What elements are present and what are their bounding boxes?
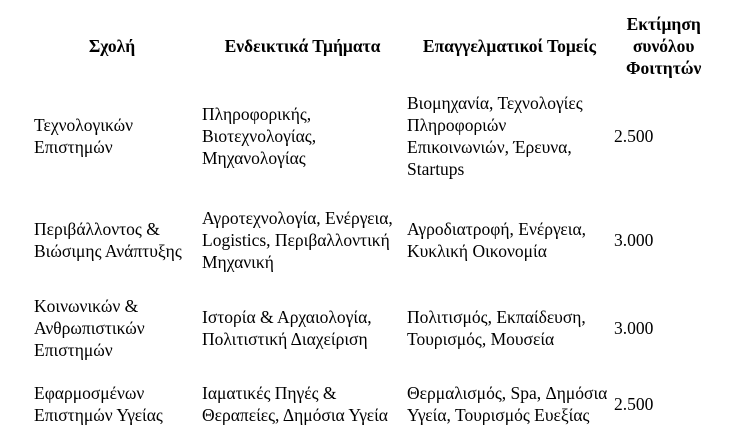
table-header-row: [24, 10, 703, 82]
cell-sectors: Αγροδιατροφή, Ενέργεια, Κυκλική Οικονομία: [407, 219, 587, 261]
table-row: [24, 366, 703, 442]
cell-departments: Ιστορία & Αρχαιολογία, Πολιτιστική Διαχείριση: [202, 307, 372, 349]
cell-students: 2.500: [614, 126, 654, 146]
cell-students: 3.000: [614, 318, 654, 338]
cell-school: Τεχνολογικών Επιστημών: [34, 115, 134, 157]
header-students: Εκτίμηση συνόλου Φοιτητών: [626, 14, 702, 78]
header-sectors: Επαγγελματικοί Τομείς: [422, 36, 597, 56]
table-row: [24, 290, 703, 366]
cell-students: 2.500: [614, 394, 654, 414]
cell-school: Περιβάλλοντος & Βιώσιμης Ανάπτυξης: [34, 219, 182, 261]
cell-sectors: Θερμαλισμός, Spa, Δημόσια Υγεία, Τουρισμός Ευεξίας: [407, 383, 608, 425]
cell-departments: Πληροφορικής, Βιοτεχνολογίας, Μηχανολογίας: [202, 104, 317, 168]
cell-sectors: Βιομηχανία, Τεχνολογίες Πληροφοριών Επικοινωνιών, Έρευνα, Startups: [407, 93, 583, 179]
table-row: [24, 190, 703, 290]
header-school: Σχολή: [88, 36, 136, 56]
cell-departments: Αγροτεχνολογία, Ενέργεια, Logistics, Περιβαλλοντική Μηχανική: [202, 208, 393, 272]
cell-students: 3.000: [614, 230, 654, 250]
cell-school: Εφαρμοσμένων Επιστημών Υγείας: [34, 383, 163, 425]
cell-departments: Ιαματικές Πηγές & Θεραπείες, Δημόσια Υγεία: [202, 383, 388, 425]
schools-table: [24, 10, 703, 442]
table-row: [24, 82, 703, 190]
cell-sectors: Πολιτισμός, Εκπαίδευση, Τουρισμός, Μουσεία: [407, 307, 586, 349]
cell-school: Κοινωνικών & Ανθρωπιστικών Επιστημών: [34, 296, 145, 360]
header-departments: Ενδεικτικά Τμήματα: [224, 36, 381, 56]
